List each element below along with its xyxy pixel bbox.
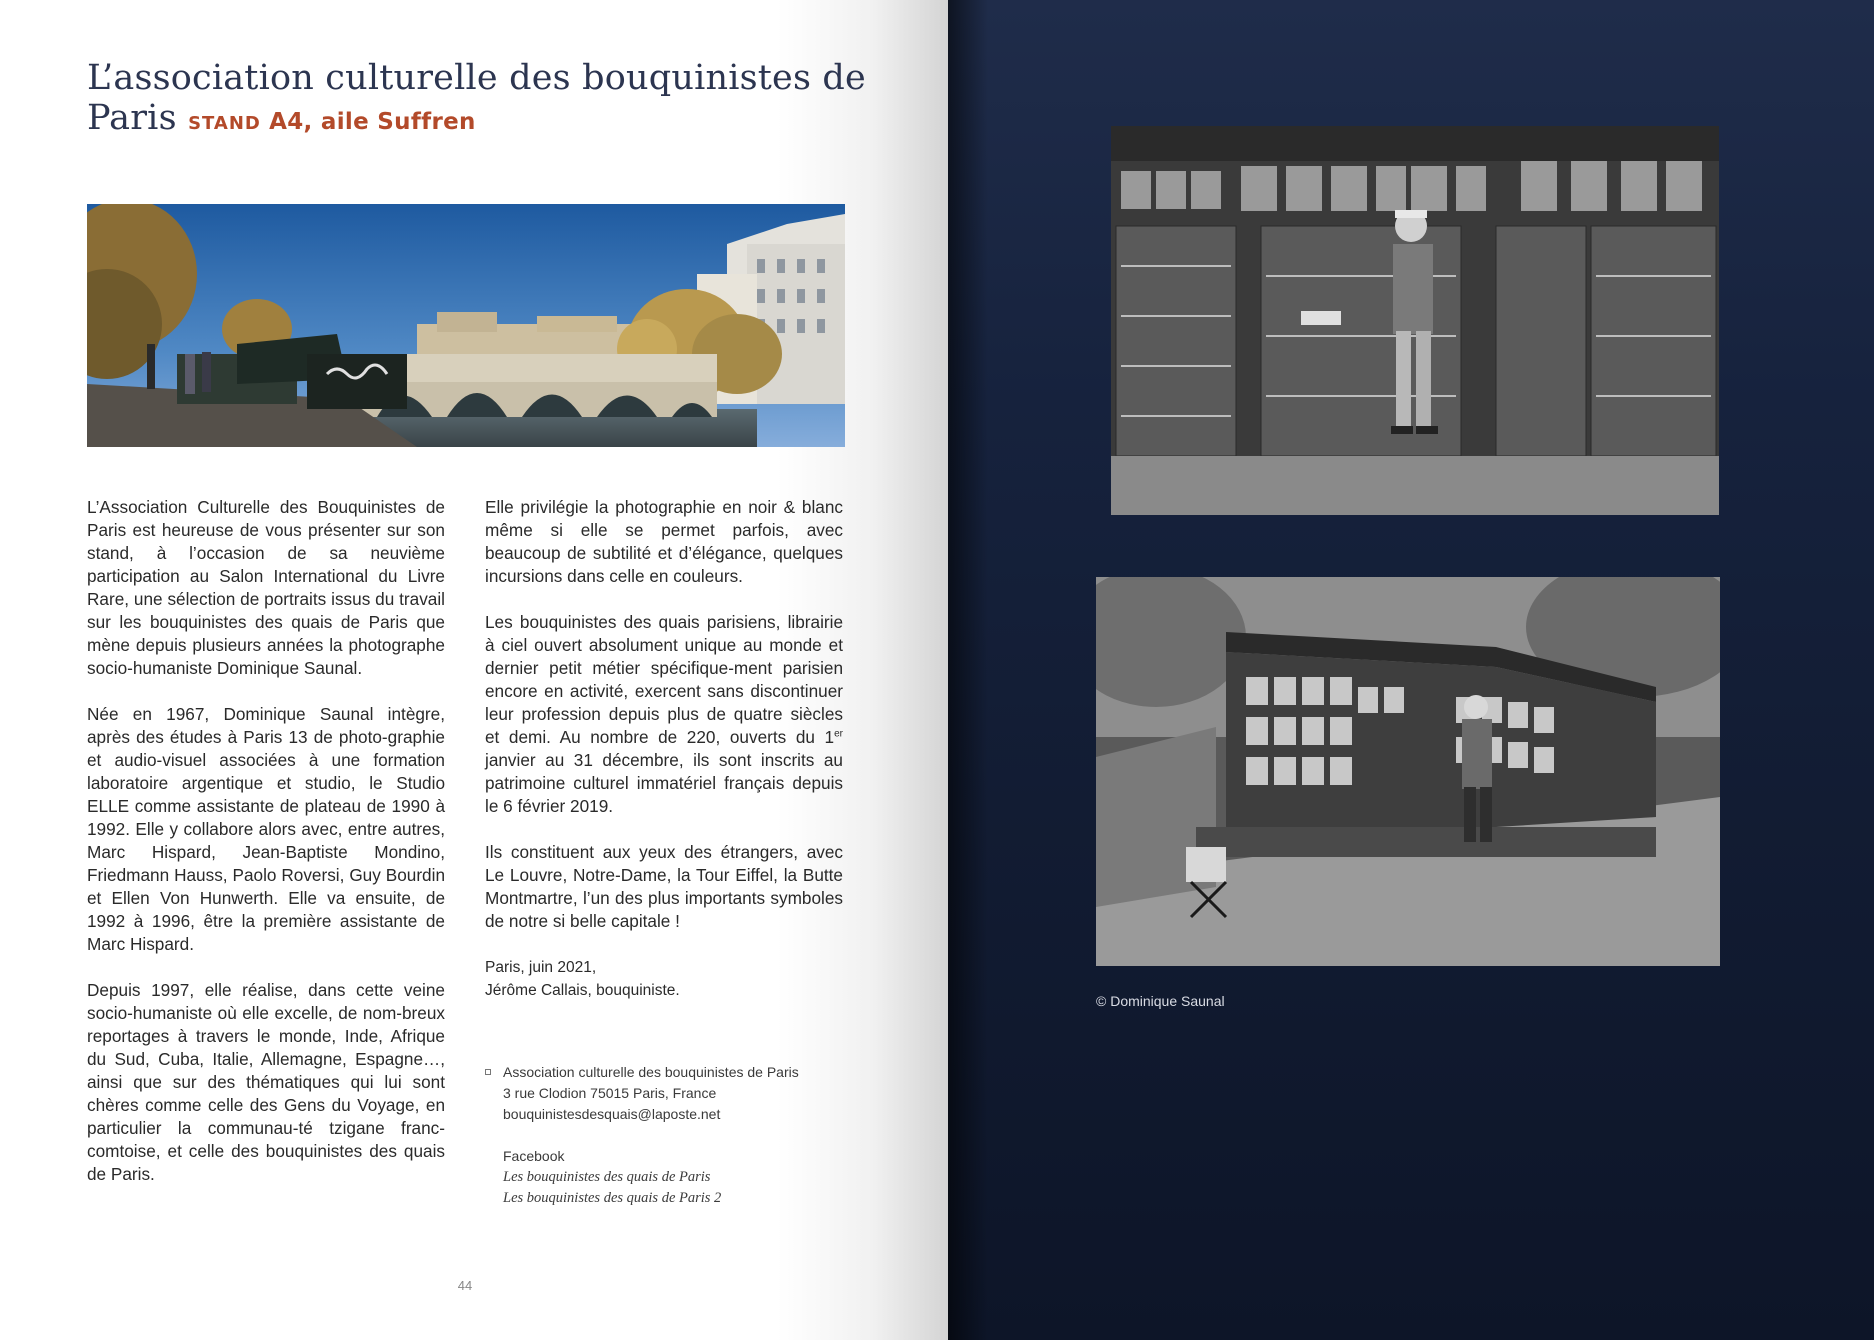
photo-credit: © Dominique Saunal	[1096, 993, 1225, 1009]
stand-location	[188, 109, 476, 135]
title-main: L’association culturelle des bouquinistes de Paris	[87, 58, 866, 138]
contact-email[interactable]: bouquinistesdesquais@laposte.net	[503, 1106, 721, 1122]
stand-rest: A4, aile Suffren	[260, 109, 476, 135]
pont-neuf-panorama-photo	[87, 204, 845, 447]
square-bullet-icon	[485, 1069, 491, 1075]
paragraph	[485, 611, 843, 818]
stand-prefix: STAND	[188, 113, 261, 134]
social-label: Facebook	[503, 1148, 565, 1164]
paragraph: L’Association Culturelle des Bouquinistes de Paris est heureuse de vous présenter sur son stand, à l’occasion de sa neuvième participation au Salon International du Livre Rare, une sélection de portraits issus du travail sur les bouquinistes des quais de Paris que mène depuis plusieurs années la photographe socio-humaniste Dominique Saunal.	[87, 497, 445, 678]
text-column-right	[485, 496, 843, 1002]
text-column-left	[87, 496, 445, 1209]
page-number: 44	[457, 1278, 473, 1293]
facebook-page-link[interactable]: Les bouquinistes des quais de Paris 2	[503, 1190, 722, 1206]
book-gutter-shadow	[948, 0, 988, 1340]
contact-info	[485, 1062, 885, 1209]
signature-place-date: Paris, juin 2021,	[485, 959, 597, 976]
signature	[485, 956, 843, 1002]
paragraph: Depuis 1997, elle réalise, dans cette veine socio-humaniste où elle excelle, de nom-breux reportages à travers le monde, Inde, Afrique du Sud, Cuba, Italie, Allemagne, Espagne…, ainsi que sur des thématiques qui lui sont chères comme celle des Gens du Voyage, en particulier la communau-té tzigane franc-comtoise, et celle des bouquinistes des quais de Paris.	[87, 980, 445, 1184]
page-title	[87, 58, 867, 144]
contact-name: Association culturelle des bouquinistes de Paris	[503, 1064, 799, 1080]
paragraph: Née en 1967, Dominique Saunal intègre, après des études à Paris 13 de photo-graphie et audio-visuel associées à une formation laboratoire argentique et studio, le Studio ELLE comme assistante de plateau de 1990 à 1992. Elle y collabore alors avec, entre autres, Marc Hispard, Jean-Baptiste Mondino, Friedmann Hauss, Paolo Roversi, Guy Bourdin et Ellen Von Hunwerth. Elle va ensuite, de 1992 à 1996, être la première assistante de Marc Hispard.	[87, 704, 445, 954]
bouquiniste-woman-stall-photo	[1096, 577, 1720, 966]
paragraph-text: janvier au 31 décembre, ils sont inscrits au patrimoine culturel immatériel français depuis le 6 février 2019.	[485, 750, 843, 816]
paragraph: Elle privilégie la photographie en noir & blanc même si elle se permet parfois, avec beaucoup de subtilité et d’élégance, quelques incursions dans celle en couleurs.	[485, 497, 843, 586]
signature-author: Jérôme Callais, bouquiniste.	[485, 982, 680, 999]
superscript: er	[834, 728, 843, 740]
bouquiniste-man-photo	[1111, 126, 1719, 515]
paragraph: Ils constituent aux yeux des étrangers, avec Le Louvre, Notre-Dame, la Tour Eiffel, la Butte Montmartre, l’un des plus importants symboles de notre si belle capitale !	[485, 842, 843, 931]
contact-address: 3 rue Clodion 75015 Paris, France	[503, 1085, 717, 1101]
paragraph-text: Les bouquinistes des quais parisiens, librairie à ciel ouvert absolument unique au monde et dernier petit métier spécifique-ment parisien encore en activité, exercent sans discontinuer leur profession depuis plus de quatre siècles et demi. Au nombre de 220, ouverts du 1	[485, 612, 843, 747]
facebook-page-link[interactable]: Les bouquinistes des quais de Paris	[503, 1169, 711, 1185]
